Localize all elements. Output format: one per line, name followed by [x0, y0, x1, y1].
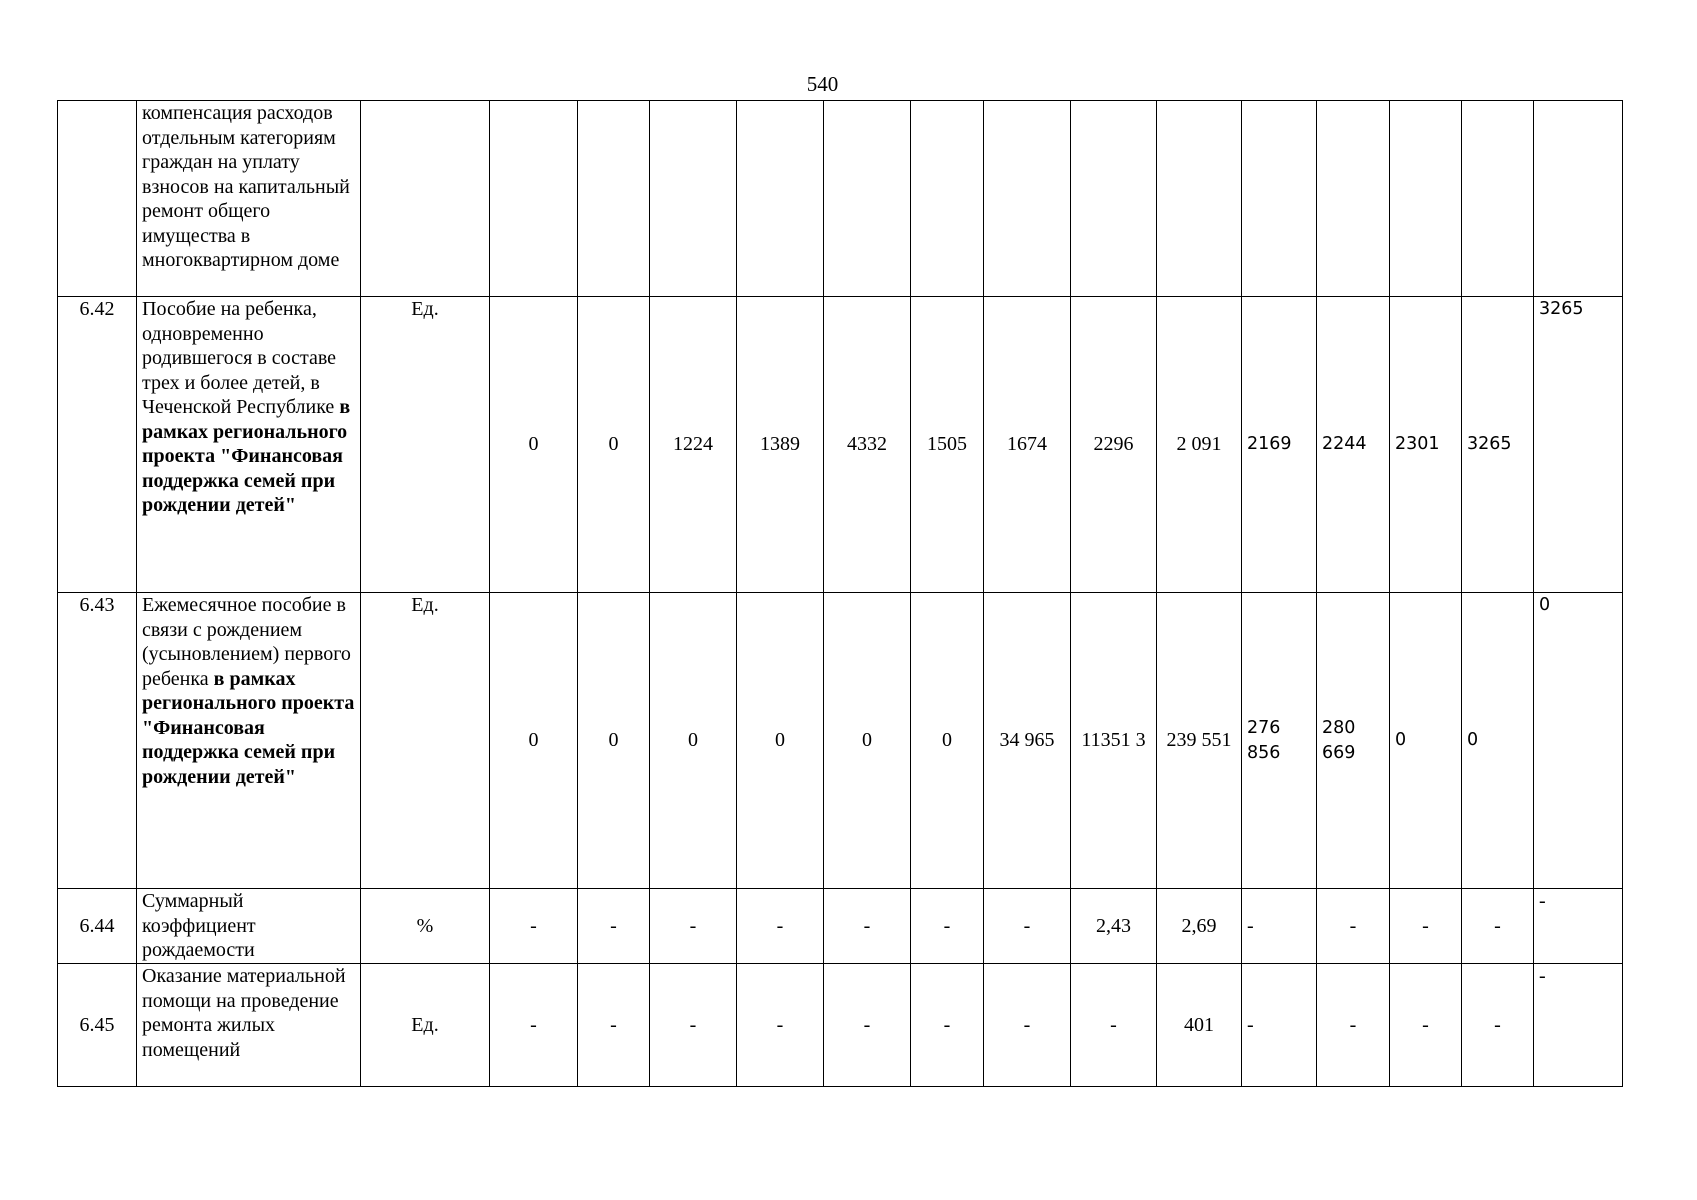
value-cell: -	[984, 964, 1071, 1087]
value-cell: 3265	[1462, 297, 1534, 593]
table-row	[58, 101, 1623, 297]
value-cell	[984, 101, 1071, 297]
table-row	[58, 593, 1623, 889]
last-value-cell: 0	[1534, 593, 1623, 889]
last-value-cell: -	[1534, 889, 1623, 964]
row-id: 6.44	[58, 889, 137, 964]
value-cell: 0	[490, 593, 578, 889]
value-cell	[490, 101, 578, 297]
row-description: Ежемесячное пособие в связи с рождением (усыновлением) первого ребенка в рамках регионального проекта "Финансовая поддержка семей при рождении детей"	[137, 593, 361, 889]
value-cell: -	[578, 889, 650, 964]
last-value-cell: -	[1534, 964, 1623, 1087]
row-description: Оказание материальной помощи на проведение ремонта жилых помещений	[137, 964, 361, 1087]
value-cell: -	[911, 889, 984, 964]
value-cell: -	[1071, 964, 1157, 1087]
value-cell	[578, 101, 650, 297]
value-cell: 0	[650, 593, 737, 889]
value-cell: 0	[824, 593, 911, 889]
value-cell: 0	[1390, 593, 1462, 889]
value-cell: 0	[737, 593, 824, 889]
value-cell	[737, 101, 824, 297]
page-number: 540	[806, 72, 839, 96]
value-cell: 2301	[1390, 297, 1462, 593]
value-cell: 2,43	[1071, 889, 1157, 964]
value-cell: 11351 3	[1071, 593, 1157, 889]
value-cell: 2296	[1071, 297, 1157, 593]
value-cell: -	[578, 964, 650, 1087]
value-cell: 2244	[1317, 297, 1390, 593]
value-cell	[1462, 101, 1534, 297]
row-description: Суммарный коэффициент рождаемости	[137, 889, 361, 964]
table-row	[58, 297, 1623, 593]
value-cell: 239 551	[1157, 593, 1242, 889]
row-id: 6.43	[58, 593, 137, 889]
value-cell: 2,69	[1157, 889, 1242, 964]
value-cell: -	[1390, 889, 1462, 964]
row-id	[58, 101, 137, 297]
value-cell	[1390, 101, 1462, 297]
value-cell: 0	[1462, 593, 1534, 889]
value-cell: -	[490, 889, 578, 964]
value-cell: -	[1317, 889, 1390, 964]
table-row	[58, 964, 1623, 1087]
value-cell: -	[650, 964, 737, 1087]
value-cell: 276 856	[1242, 593, 1317, 889]
value-cell: -	[984, 889, 1071, 964]
value-cell: -	[1462, 889, 1534, 964]
row-unit: Ед.	[361, 593, 490, 889]
value-cell: -	[824, 889, 911, 964]
value-cell: -	[490, 964, 578, 1087]
last-value-cell: 3265	[1534, 297, 1623, 593]
value-cell: -	[1390, 964, 1462, 1087]
value-cell: 34 965	[984, 593, 1071, 889]
value-cell: 1505	[911, 297, 984, 593]
value-cell: -	[737, 889, 824, 964]
value-cell: 401	[1157, 964, 1242, 1087]
table-row	[58, 889, 1623, 964]
value-cell	[650, 101, 737, 297]
value-cell	[911, 101, 984, 297]
value-cell: 2169	[1242, 297, 1317, 593]
value-cell: 2 091	[1157, 297, 1242, 593]
value-cell: 1389	[737, 297, 824, 593]
value-cell: -	[1462, 964, 1534, 1087]
value-cell: -	[650, 889, 737, 964]
value-cell: 1224	[650, 297, 737, 593]
value-cell	[1317, 101, 1390, 297]
value-cell: -	[911, 964, 984, 1087]
value-cell	[824, 101, 911, 297]
value-cell: -	[1242, 889, 1317, 964]
value-cell	[1071, 101, 1157, 297]
value-cell: 0	[490, 297, 578, 593]
row-id: 6.42	[58, 297, 137, 593]
row-unit	[361, 101, 490, 297]
value-cell: 0	[911, 593, 984, 889]
value-cell: -	[737, 964, 824, 1087]
value-cell: 4332	[824, 297, 911, 593]
value-cell: 0	[578, 297, 650, 593]
row-unit: Ед.	[361, 964, 490, 1087]
value-cell: 1674	[984, 297, 1071, 593]
row-unit: %	[361, 889, 490, 964]
value-cell: 0	[578, 593, 650, 889]
value-cell: 280 669	[1317, 593, 1390, 889]
row-id: 6.45	[58, 964, 137, 1087]
value-cell	[1242, 101, 1317, 297]
row-unit: Ед.	[361, 297, 490, 593]
value-cell: -	[1317, 964, 1390, 1087]
row-description: Пособие на ребенка, одновременно родившегося в составе трех и более детей, в Чеченской Республике в рамках регионального проекта "Финансовая поддержка семей при рождении детей"	[137, 297, 361, 593]
indicator-table	[57, 100, 1623, 1087]
value-cell	[1157, 101, 1242, 297]
value-cell: -	[1242, 964, 1317, 1087]
row-description: компенсация расходов отдельным категориям граждан на уплату взносов на капитальный ремонт общего имущества в многоквартирном доме	[137, 101, 361, 297]
value-cell: -	[824, 964, 911, 1087]
last-value-cell	[1534, 101, 1623, 297]
